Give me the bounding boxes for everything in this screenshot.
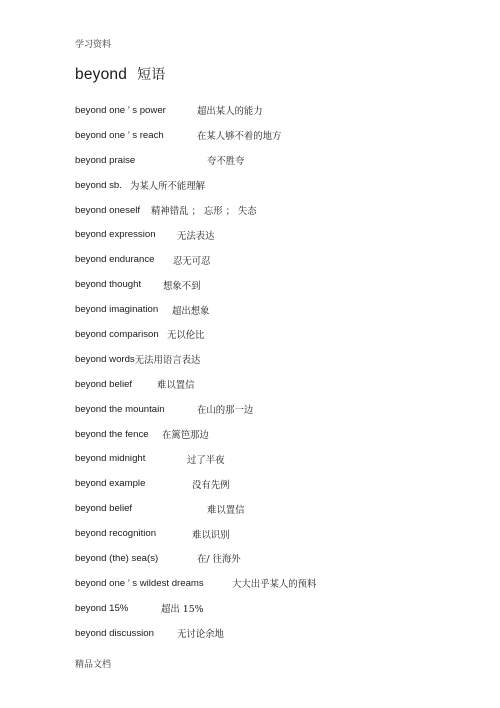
- phrase-entry: [75, 372, 475, 397]
- phrase-chinese: 无以伦比: [167, 330, 205, 342]
- phrase-entry: [75, 272, 475, 297]
- phrase-chinese: 超出 15%: [161, 604, 204, 616]
- phrase-english: beyond 15%: [75, 602, 129, 614]
- phrase-chinese: 没有先例: [192, 479, 230, 491]
- phrase-english: beyond one ’ s power: [75, 104, 166, 116]
- phrase-english: beyond words: [75, 353, 135, 365]
- phrase-entry: [75, 198, 475, 223]
- phrase-chinese: 在/ 往海外: [197, 554, 241, 566]
- phrase-english: beyond endurance: [75, 254, 155, 266]
- phrase-english: beyond example: [75, 478, 146, 490]
- phrase-english: beyond belief: [75, 378, 133, 390]
- phrase-english: beyond praise: [75, 154, 136, 166]
- title-chinese: 短语: [137, 67, 166, 83]
- phrase-list: [75, 98, 475, 646]
- phrase-chinese: 忍无可忍: [173, 255, 211, 267]
- phrase-entry: [75, 571, 475, 596]
- phrase-chinese: 精神错乱 ； 忘形 ； 失态: [151, 206, 257, 217]
- phrase-english: beyond one ’ s reach: [75, 129, 164, 141]
- phrase-chinese: 超出想象: [172, 305, 210, 317]
- phrase-entry: [75, 422, 475, 447]
- phrase-entry: [75, 297, 475, 322]
- phrase-entry: [75, 471, 475, 496]
- phrase-english: beyond midnight: [75, 453, 146, 465]
- title-english: beyond: [75, 66, 128, 83]
- phrase-entry: [75, 98, 475, 123]
- phrase-chinese: 难以置信: [207, 504, 245, 516]
- phrase-english: beyond (the) sea(s): [75, 552, 159, 564]
- phrase-chinese: 无讨论余地: [177, 629, 224, 641]
- phrase-chinese: 难以置信: [157, 380, 195, 392]
- phrase-chinese: 难以识别: [192, 529, 230, 541]
- phrase-chinese: 超出某人的能力: [197, 106, 263, 118]
- phrase-chinese: 无法表达: [177, 230, 215, 242]
- phrase-entry: [75, 446, 475, 471]
- phrase-english: beyond the mountain: [75, 403, 165, 415]
- phrase-chinese: 大大出乎某人的预料: [232, 579, 317, 591]
- phrase-entry: [75, 247, 475, 272]
- phrase-entry: [75, 397, 475, 422]
- phrase-entry: [75, 173, 475, 198]
- phrase-entry: [75, 546, 475, 571]
- phrase-english: beyond belief: [75, 503, 133, 515]
- phrase-english: beyond the fence: [75, 428, 149, 440]
- page-title: [75, 64, 165, 84]
- phrase-chinese: 无法用语言表达: [134, 355, 201, 367]
- phrase-chinese: 在某人够不着的地方: [197, 131, 282, 143]
- phrase-entry: [75, 521, 475, 546]
- page-header: 学习资料: [75, 40, 112, 50]
- phrase-chinese: 在篱笆那边: [162, 430, 209, 442]
- phrase-chinese: 夸不胜夸: [207, 156, 245, 168]
- phrase-english: beyond expression: [75, 229, 156, 241]
- phrase-entry: [75, 222, 475, 247]
- phrase-entry: [75, 596, 475, 621]
- phrase-chinese: 为某人所不能理解: [130, 181, 206, 193]
- phrase-entry: [75, 123, 475, 148]
- phrase-entry: [75, 496, 475, 521]
- phrase-entry: [75, 347, 475, 372]
- phrase-english: beyond sb.: [75, 179, 122, 191]
- phrase-chinese: 过了半夜: [187, 454, 225, 466]
- phrase-entry: [75, 148, 475, 173]
- phrase-english: beyond discussion: [75, 627, 154, 639]
- phrase-english: beyond oneself: [75, 204, 141, 216]
- phrase-entry: [75, 621, 475, 646]
- phrase-english: beyond comparison: [75, 328, 159, 340]
- phrase-entry: [75, 322, 475, 347]
- phrase-english: beyond recognition: [75, 528, 157, 540]
- page-footer: 精品文档: [75, 660, 112, 670]
- phrase-english: beyond one ’ s wildest dreams: [75, 577, 204, 589]
- phrase-english: beyond imagination: [75, 304, 159, 316]
- phrase-chinese: 在山的那一边: [197, 405, 254, 417]
- phrase-chinese: 想象不到: [163, 280, 201, 292]
- phrase-english: beyond thought: [75, 279, 142, 291]
